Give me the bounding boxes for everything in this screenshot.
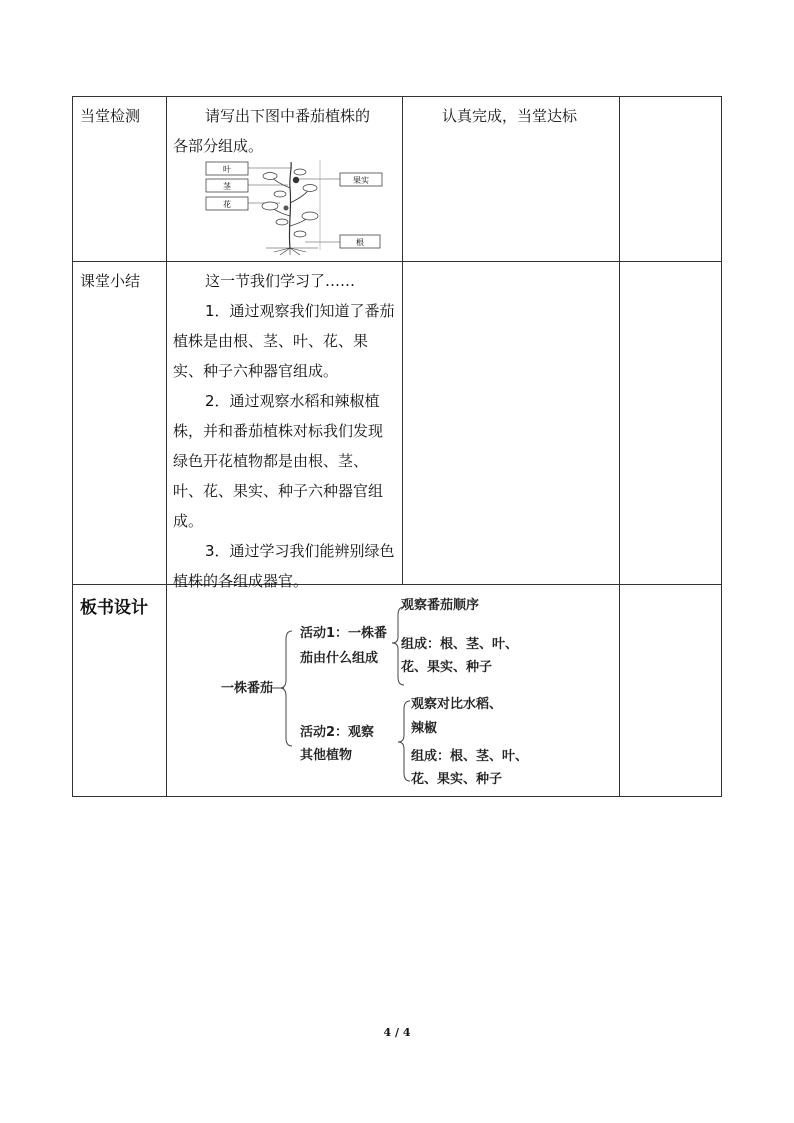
check-prompt-line2: 各部分组成。 — [173, 137, 264, 155]
table-border-bottom — [72, 796, 722, 797]
summary-paragraph: 2．通过观察水稻和辣椒植株，并和番茄植株对标我们发现绿色开花植物都是由根、茎、叶、花、果实、种子六种器官组成。 — [173, 392, 384, 530]
table-border-left — [72, 96, 73, 797]
board-activity2-detail2-line2: 花、果实、种子 — [411, 772, 503, 787]
board-activity2-detail2-line1: 组成：根、茎、叶、 — [411, 749, 529, 764]
tomato-plant-figure — [200, 158, 390, 256]
table-border-top — [72, 96, 722, 97]
table-border-right — [721, 96, 722, 797]
summary-paragraph: 这一节我们学习了…… — [205, 272, 356, 290]
row-divider — [72, 261, 722, 262]
column-divider — [166, 96, 167, 797]
page-number: 4 / 4 — [383, 1026, 411, 1039]
board-activity2-detail1-line1: 观察对比水稻、 — [411, 697, 503, 712]
figure-label-root: 根 — [356, 238, 364, 247]
board-activity2-detail1-line2: 辣椒 — [411, 721, 438, 736]
row-divider — [72, 584, 722, 585]
figure-label-flower: 花 — [223, 200, 231, 209]
row-label-check: 当堂检测 — [80, 107, 141, 125]
check-prompt — [173, 101, 395, 161]
board-activity1-detail2-line2: 花、果实、种子 — [401, 660, 493, 675]
summary-paragraph: 3．通过学习我们能辨别绿色植株的各组成器官。 — [173, 542, 395, 590]
figure-label-leaf: 叶 — [223, 165, 231, 174]
column-divider — [619, 96, 620, 797]
row-label-board: 板书设计 — [80, 598, 148, 618]
figure-label-fruit: 果实 — [353, 176, 369, 185]
summary-paragraph: 1．通过观察我们知道了番茄植株是由根、茎、叶、花、果实、种子六种器官组成。 — [173, 302, 395, 380]
board-activity1-line1: 活动1：一株番 — [300, 626, 388, 641]
check-goal: 认真完成，当堂达标 — [442, 107, 578, 125]
board-activity1-line2: 茄由什么组成 — [300, 651, 379, 666]
row-label-summary: 课堂小结 — [80, 272, 141, 290]
board-activity1-detail1: 观察番茄顺序 — [401, 598, 480, 613]
column-divider — [402, 96, 403, 585]
figure-label-stem: 茎 — [223, 182, 231, 191]
board-root: 一株番茄 — [221, 681, 274, 696]
board-activity2-line1: 活动2：观察 — [300, 725, 375, 740]
check-prompt-line1: 请写出下图中番茄植株的 — [205, 107, 371, 125]
board-activity2-line2: 其他植物 — [300, 748, 353, 763]
summary-text — [173, 266, 395, 596]
board-activity1-detail2-line1: 组成：根、茎、叶、 — [401, 637, 519, 652]
